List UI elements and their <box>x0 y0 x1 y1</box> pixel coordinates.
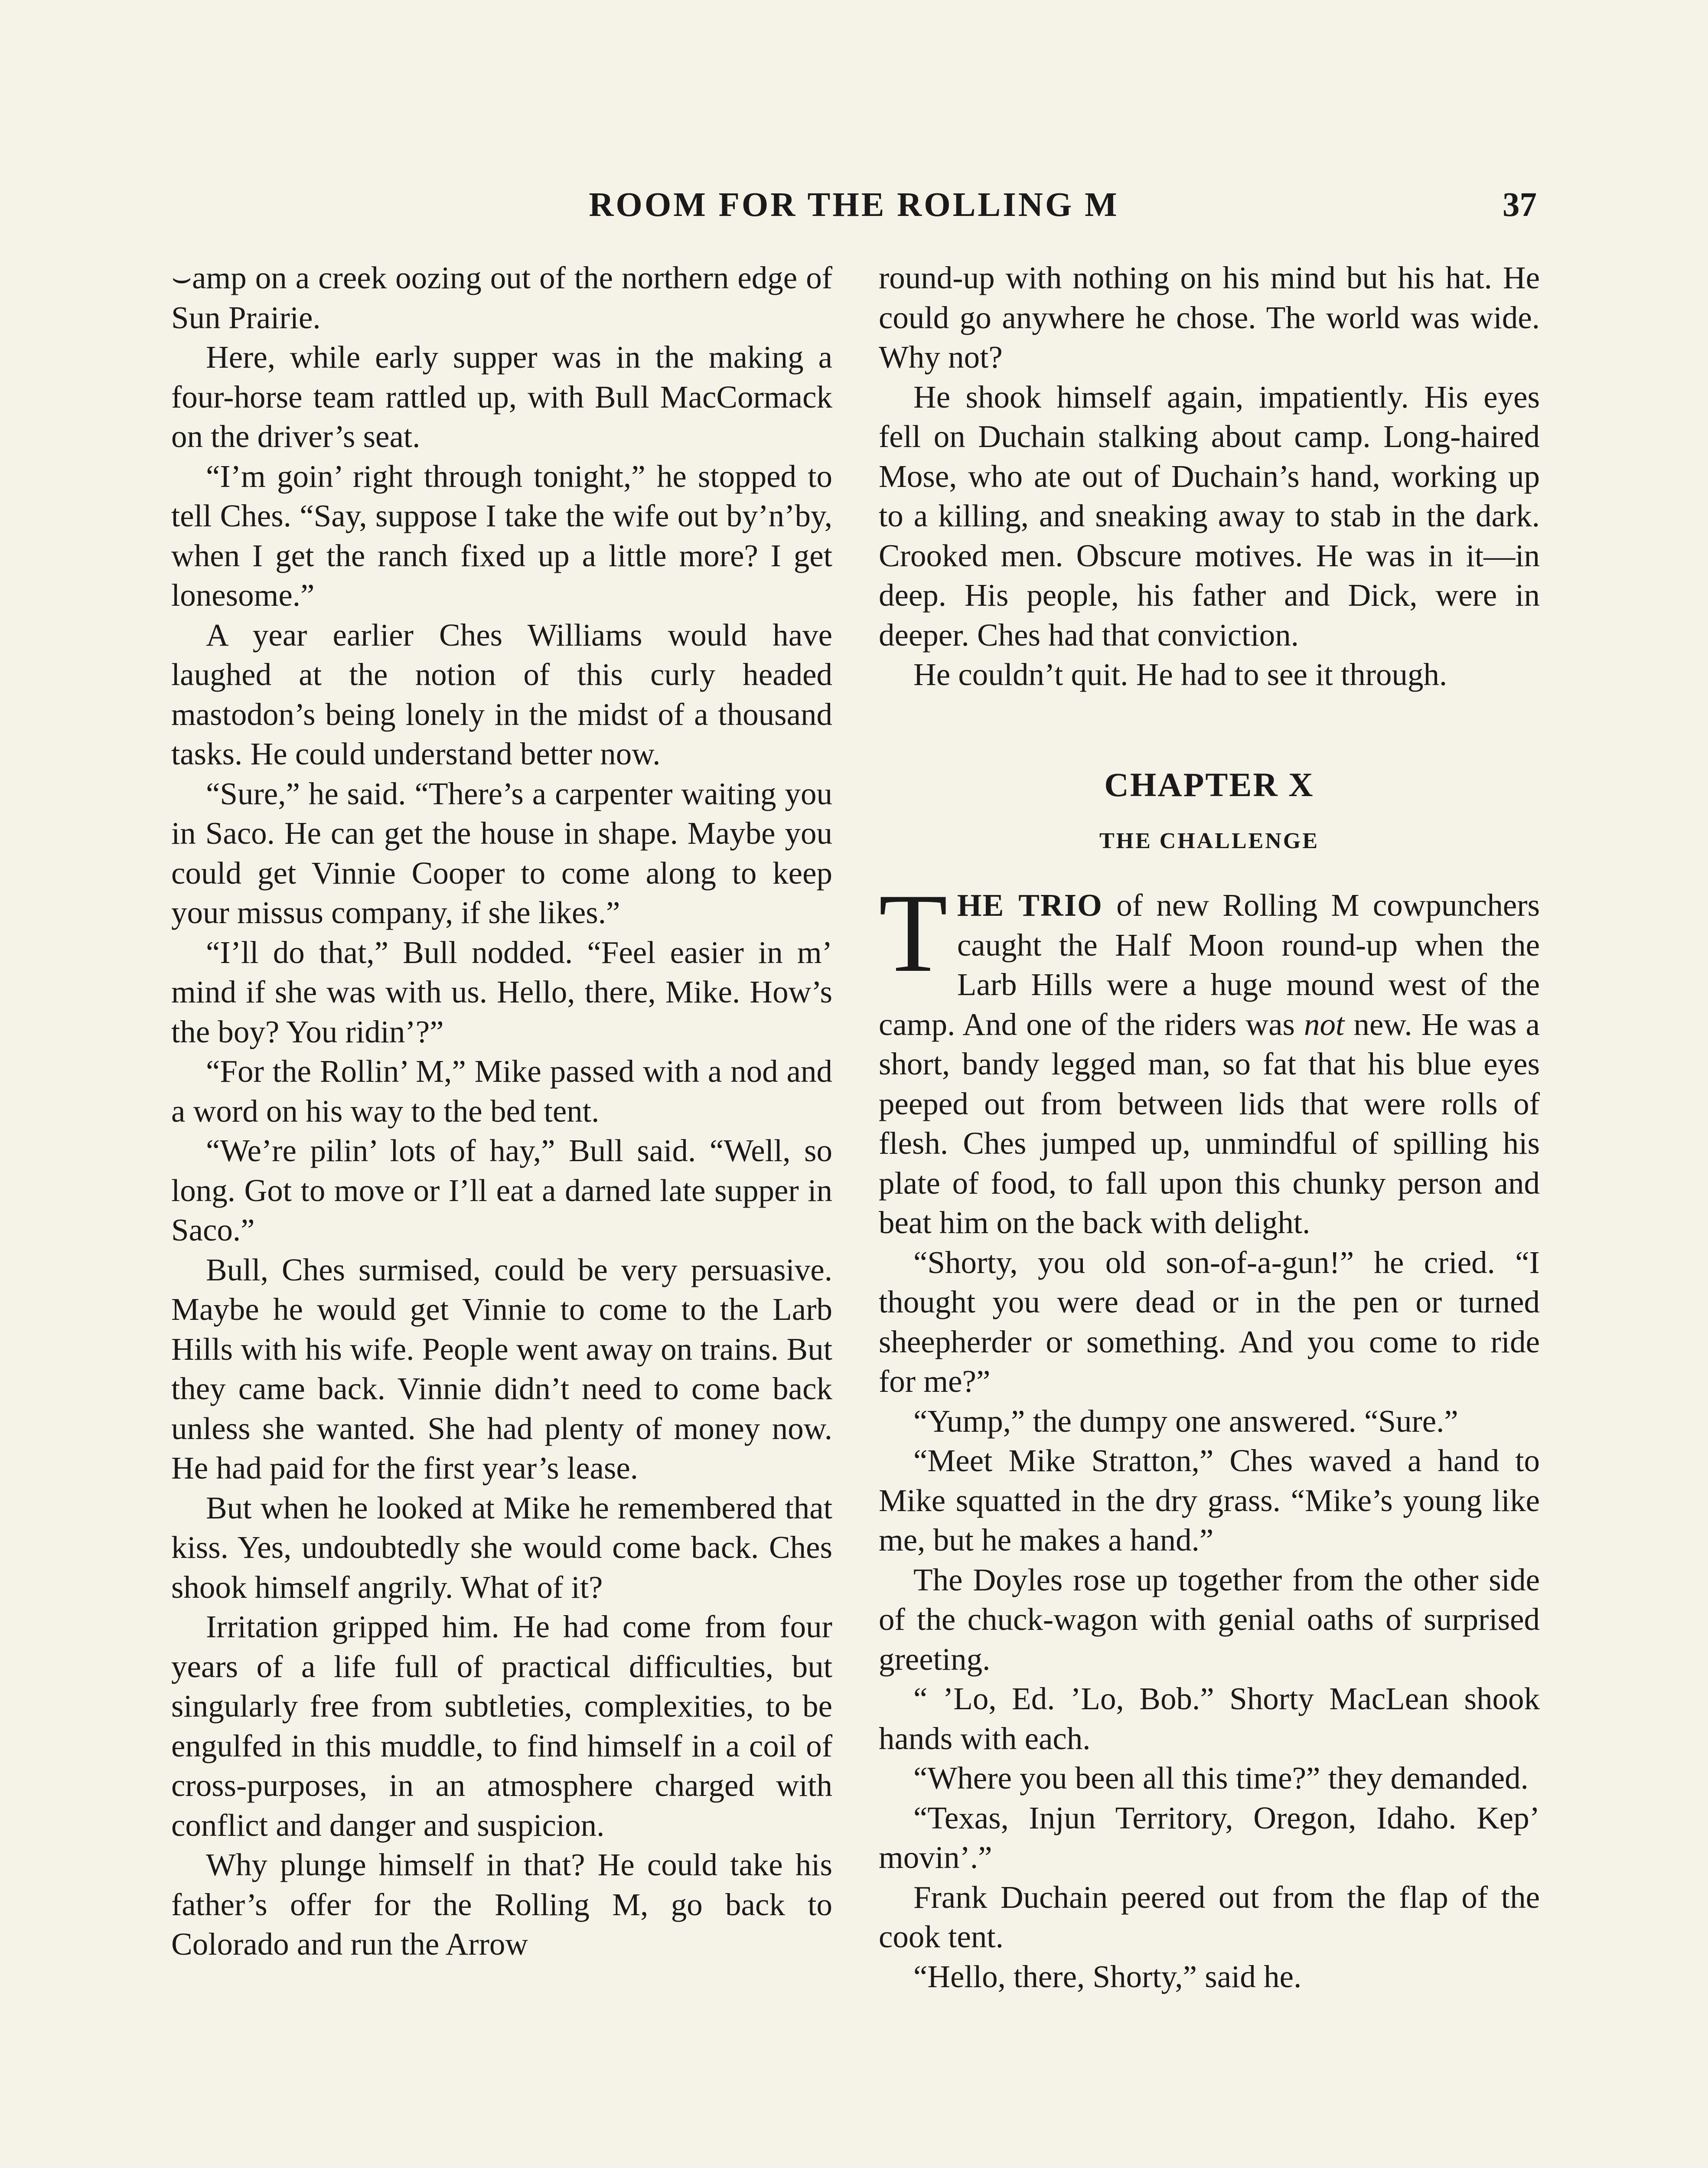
paragraph: The Doyles rose up together from the other side of the chuck-wagon with genial oaths of surprised greeting. <box>879 1562 1540 1677</box>
paragraph: ⌣amp on a creek oozing out of the northern edge of Sun Prairie. <box>171 260 832 335</box>
lead-words: HE TRIO <box>957 888 1103 923</box>
paragraph: Bull, Ches surmised, could be very persuasive. Maybe he would get Vinnie to come to the Larb Hills with his wife. People went away on trains. But they came back. Vinnie didn’t need to come back unless she wanted. She had plenty of money now. He had paid for the first year’s lease. <box>171 1252 832 1486</box>
page-number: 37 <box>1503 186 1537 224</box>
chapter-subtitle: THE CHALLENGE <box>1099 829 1320 853</box>
left-column <box>171 258 832 1964</box>
right-column <box>879 258 1540 1996</box>
paragraph: Here, while early supper was in the making a four-horse team rattled up, with Bull MacCormack on the driver’s seat. <box>171 340 832 454</box>
paragraph: Irritation gripped him. He had come from four years of a life full of practical difficulties, but singularly free from subtleties, complexities, to be engulfed in this muddle, to find himself in a coil of cross-purposes, in an atmosphere charged with conflict and danger and suspicion. <box>171 1609 832 1843</box>
page-header <box>171 181 1537 229</box>
paragraph: Why plunge himself in that? He could take his father’s offer for the Rolling M, go back to Colorado and run the Arrow <box>171 1847 832 1962</box>
paragraph: “We’re pilin’ lots of hay,” Bull said. “Well, so long. Got to move or I’ll eat a darned late supper in Saco.” <box>171 1133 832 1247</box>
paragraph: “Where you been all this time?” they demanded. <box>913 1760 1529 1796</box>
paragraph: He shook himself again, impatiently. His eyes fell on Duchain stalking about camp. Long-haired Mose, who ate out of Duchain’s hand, working up to a killing, and sneaking away to stab in the dark. Crooked men. Obscure motives. He was in it—in deep. His people, his father and Dick, were in deeper. Ches had that conviction. <box>879 379 1540 653</box>
paragraph: “For the Rollin’ M,” Mike passed with a nod and a word on his way to the bed tent. <box>171 1054 832 1129</box>
paragraph: “ ’Lo, Ed. ’Lo, Bob.” Shorty MacLean shook hands with each. <box>879 1681 1540 1756</box>
chapter-opening-paragraph <box>879 871 1540 1243</box>
emphasis-text: not <box>1304 1006 1345 1042</box>
paragraph: “Hello, there, Shorty,” said he. <box>913 1959 1302 1994</box>
chapter-title: CHAPTER X <box>1104 765 1314 803</box>
paragraph: But when he looked at Mike he remembered that kiss. Yes, undoubtedly she would come back. Ches shook himself angrily. What of it? <box>171 1490 832 1605</box>
drop-cap: T <box>879 871 948 996</box>
paragraph: “Texas, Injun Territory, Oregon, Idaho. Kep’ movin’.” <box>879 1800 1540 1875</box>
paragraph: round-up with nothing on his mind but his hat. He could go anywhere he chose. The world was wide. Why not? <box>879 260 1540 375</box>
paragraph: A year earlier Ches Williams would have laughed at the notion of this curly headed mastodon’s being lonely in the midst of a thousand tasks. He could understand better now. <box>171 617 832 771</box>
paragraph: He couldn’t quit. He had to see it through. <box>913 657 1447 692</box>
paragraph: “Meet Mike Stratton,” Ches waved a hand to Mike squatted in the dry grass. “Mike’s young like me, but he makes a hand.” <box>879 1443 1540 1557</box>
paragraph: “Yump,” the dumpy one answered. “Sure.” <box>913 1403 1458 1439</box>
paragraph: “I’m goin’ right through tonight,” he stopped to tell Ches. “Say, suppose I take the wife out by’n’by, when I get the ranch fixed up a little more? I get lonesome.” <box>171 458 832 613</box>
paragraph: Frank Duchain peered out from the flap of the cook tent. <box>879 1879 1540 1954</box>
paragraph: “I’ll do that,” Bull nodded. “Feel easier in m’ mind if she was with us. Hello, there, Mike. How’s the boy? You ridin’?” <box>171 934 832 1049</box>
opening-text-end: new. He was a short, bandy legged man, so fat that his blue eyes peeped out from between lids that were rolls of flesh. Ches jumped up, unmindful of spilling his plate of food, to fall upon this chunky person and beat him on the back with delight. <box>879 1006 1540 1240</box>
opening-text: of new Rolling M cowpunchers caught the Half Moon round-up when the Larb Hills were a huge mound west of the camp. And one of the riders was <box>879 888 1540 1042</box>
running-title: ROOM FOR THE ROLLING M <box>589 186 1119 224</box>
paragraph: “Shorty, you old son-of-a-gun!” he cried. “I thought you were dead or in the pen or turned sheepherder or something. And you come to ride for me?” <box>879 1244 1540 1399</box>
paragraph: “Sure,” he said. “There’s a carpenter waiting you in Saco. He can get the house in shape. Maybe you could get Vinnie Cooper to come along to keep your missus company, if she likes.” <box>171 776 832 930</box>
